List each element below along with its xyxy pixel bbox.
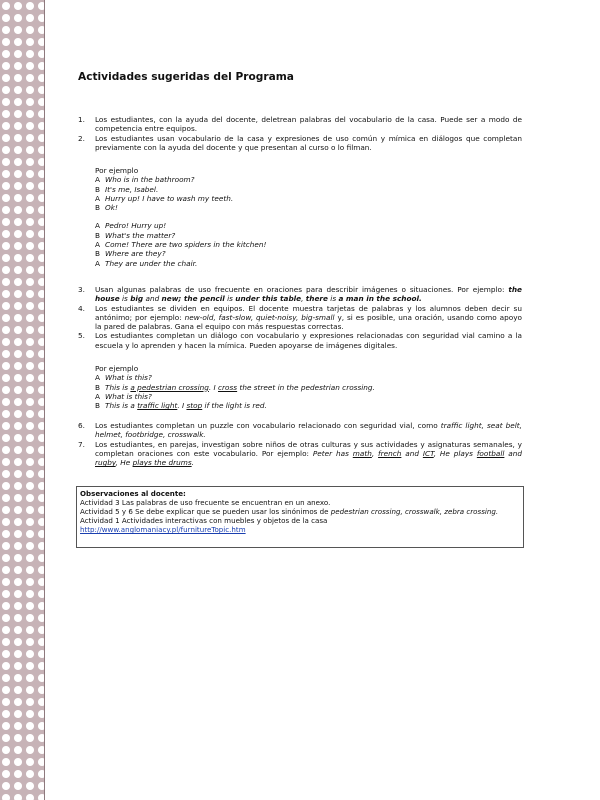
teacher-notes-box: Observaciones al docente: Actividad 3 Las palabras de uso frecuente se encuentran en un anexo. Actividad 5 y 6 Se debe explicar que se pueden usar los sinónimos de pedestrian crossing, crosswalk, zebra crossing. Actividad 1 Actividades interactivas con muebles y objetos de la casa http://www.anglomaniacy.pl/furnitureTopic.htm: [76, 486, 524, 548]
dialogue-example-1: Por ejemplo A Who is in the bathroom? B It's me, Isabel. A Hurry up! I have to wash my teeth. B Ok! A Pedro! Hurry up! B What's the matter? A Come! There are two spiders in the kitchen! B Where are they? A They are under the chair.: [95, 166, 267, 268]
list-item: 5. Los estudiantes completan un diálogo con vocabulario y expresiones relacionadas con seguridad vial camino a la escuela y lo aprenden y hacen la mímica. Pueden apoyarse de imágenes digitales.: [78, 331, 522, 350]
list-item: 7. Los estudiantes, en parejas, investigan sobre niños de otras culturas y sus actividades y asignaturas semanales, y completan oraciones con este vocabulario. Por ejemplo: Peter has math, french and ICT, He plays football and rugby, He plays the drums.: [78, 439, 522, 468]
list-item: 2. Los estudiantes usan vocabulario de la casa y expresiones de uso común y mímica en diálogos que completan previamente con la ayuda del docente y que presentan al curso o lo filman.: [78, 133, 522, 152]
teacher-notes-title: Observaciones al docente:: [80, 489, 186, 498]
decorative-border-edge: [44, 0, 45, 800]
list-item: 6. Los estudiantes completan un puzzle con vocabulario relacionado con seguridad vial, como traffic light, seat belt, helmet, footbridge, crosswalk.: [78, 421, 522, 440]
list-item: 3. Usan algunas palabras de uso frecuente en oraciones para describir imágenes o situaciones. Por ejemplo: the house is big and new; the pencil is under this table, there is a man in the school.: [78, 285, 522, 304]
furniture-topic-link[interactable]: http://www.anglomaniacy.pl/furnitureTopic.htm: [80, 525, 246, 534]
decorative-border-strip: [0, 0, 44, 800]
page-title: Actividades sugeridas del Programa: [78, 71, 294, 83]
activity-list-part-3: [78, 421, 522, 467]
list-item: 4. Los estudiantes se dividen en equipos. El docente muestra tarjetas de palabras y los alumnos deben decir su antónimo; por ejemplo: new-old, fast-slow, quiet-noisy, big-small y, si es posible, una oración, usando como apoyo la pared de palabras. Gana el equipo con más respuestas correctas.: [78, 303, 522, 332]
dialogue-example-2: Por ejemplo A What is this? B This is a pedestrian crossing. I cross the street in the pedestrian crossing. A What is this? B This is a traffic light. I stop if the light is red.: [95, 364, 375, 411]
list-item: 1. Los estudiantes, con la ayuda del docente, deletrean palabras del vocabulario de la casa. Puede ser a modo de competencia entre equipos.: [78, 115, 522, 134]
activity-list-part-2: [78, 285, 522, 350]
activity-list-part-1: [78, 115, 522, 152]
